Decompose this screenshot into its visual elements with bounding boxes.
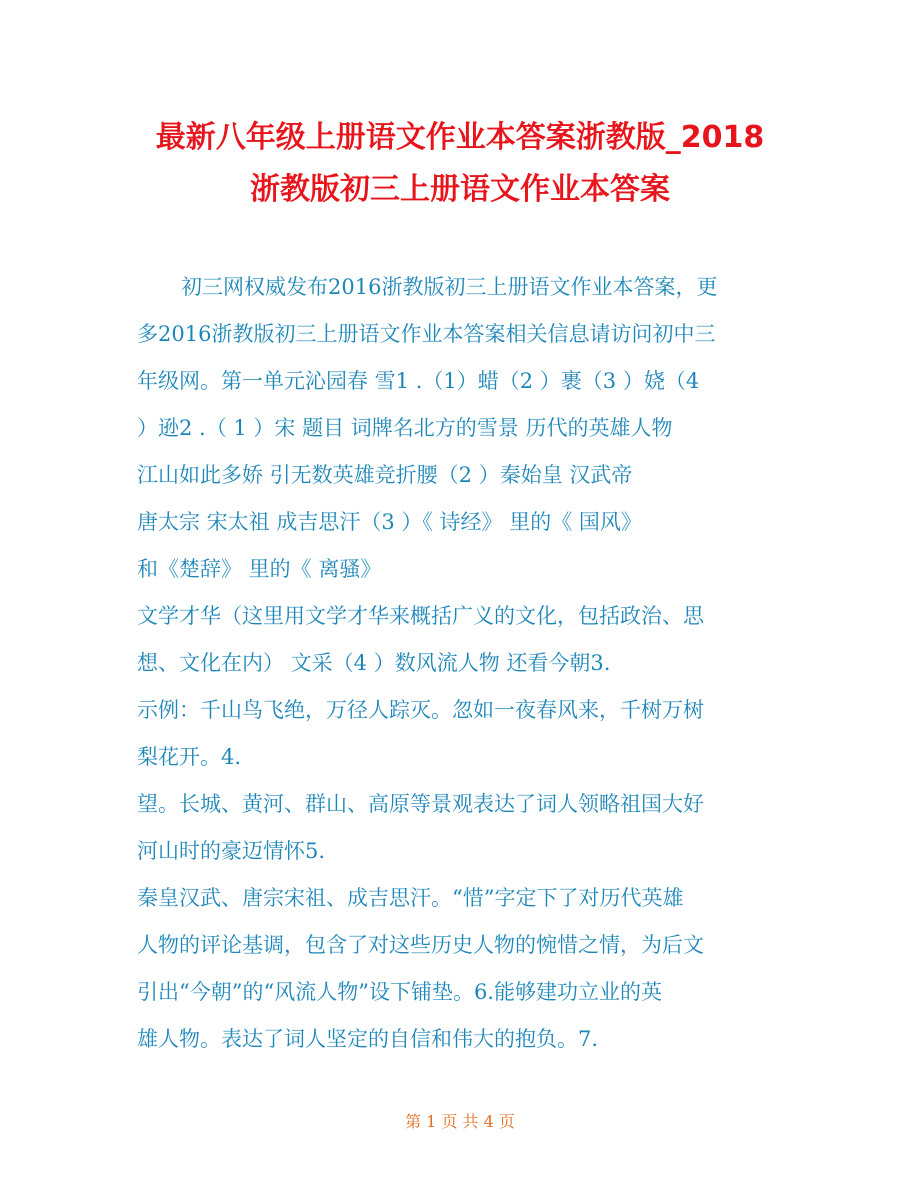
body-line: 文学才华（这里用文学才华来概括广义的文化，包括政治、思 [137, 604, 704, 628]
body-line: 江山如此多娇 引无数英雄竞折腰（2 ）秦始皇 汉武帝 [137, 463, 633, 487]
title-line-2: 浙教版初三上册语文作业本答案 [250, 172, 670, 207]
body-line: 示例：千山鸟飞绝，万径人踪灭。忽如一夜春风来，千树万树 [137, 698, 704, 722]
body-line: 雄人物。表达了词人坚定的自信和伟大的抱负。7. [137, 1027, 599, 1051]
page-footer: 第 1 页 共 4 页 [405, 1112, 515, 1131]
body-line: 和《楚辞》 里的《 离骚》 [137, 557, 382, 581]
body-line: 梨花开。4. [137, 745, 242, 769]
body-line: ）逊2 .（ 1 ）宋 题目 词牌名北方的雪景 历代的英雄人物 [137, 416, 673, 440]
body-line: 多2016浙教版初三上册语文作业本答案相关信息请访问初中三 [137, 322, 716, 346]
body-line: 引出“今朝”的“风流人物”设下铺垫。6.能够建功立业的英 [137, 980, 662, 1004]
body-line: 人物的评论基调，包含了对这些历史人物的惋惜之情，为后文 [137, 933, 704, 957]
title-line-1: 最新八年级上册语文作业本答案浙教版_2018 [155, 120, 765, 155]
document-title [80, 112, 840, 216]
body-line: 望。长城、黄河、群山、高原等景观表达了词人领略祖国大好 [137, 792, 704, 816]
body-line: 河山时的豪迈情怀5. [137, 839, 326, 863]
document-body [137, 264, 797, 1063]
body-line: 想、文化在内） 文采（4 ）数风流人物 还看今朝3. [137, 651, 611, 675]
body-line: 初三网权威发布2016浙教版初三上册语文作业本答案，更 [181, 275, 718, 299]
body-line: 年级网。第一单元沁园春 雪1 .（1）蜡（2 ）裹（3 ）娆（4 [137, 369, 700, 393]
body-line: 秦皇汉武、唐宗宋祖、成吉思汗。“惜”字定下了对历代英雄 [137, 886, 684, 910]
body-line: 唐太宗 宋太祖 成吉思汗（3 ）《 诗经》 里的《 国风》 [137, 510, 642, 534]
